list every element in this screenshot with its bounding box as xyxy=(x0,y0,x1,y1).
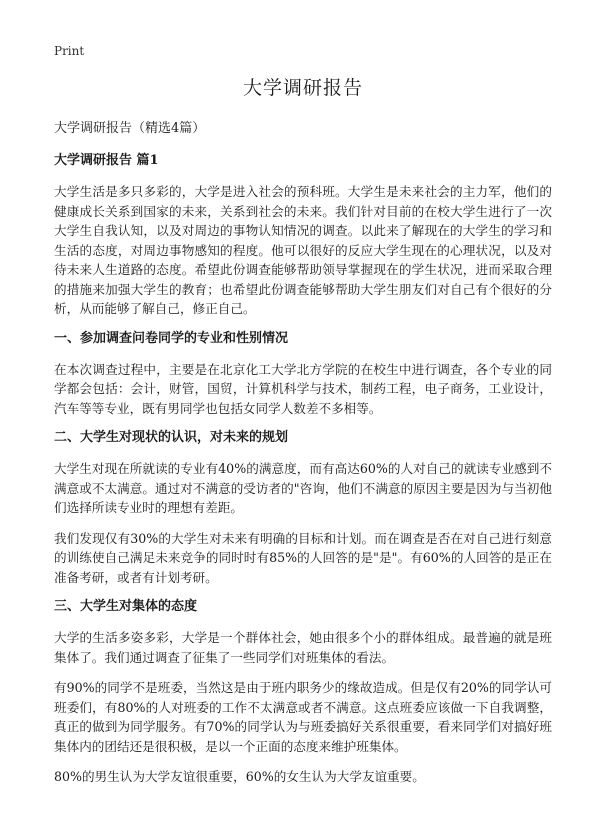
section3-paragraph-1: 大学的生活多姿多彩，大学是一个群体社会，她由很多个小的群体组成。最普遍的就是班集体了。我们通过调查了征集了一些同学们对班集体的看法。 xyxy=(54,630,552,665)
article-heading: 大学调研报告 篇1 xyxy=(54,153,159,168)
section2-heading: 二、大学生对现状的认识，对未来的规划 xyxy=(54,430,289,445)
section1-heading: 一、参加调查问卷同学的专业和性别情况 xyxy=(54,330,289,346)
section1-paragraph: 在本次调查过程中，主要是在北京化工大学北方学院的在校生中进行调查，各个专业的同学都会包括：会计，财管，国贸，计算机科学与技术，制药工程，电子商务，工业设计，汽车等等专业，既有男同学也包括女同学人数差不多相等。 xyxy=(54,361,552,416)
page-title: 大学调研报告 xyxy=(242,77,363,99)
section3-paragraph-3: 80%的男生认为大学友谊很重要，60%的女生认为大学友谊重要。 xyxy=(54,769,425,784)
section2-paragraph-2: 我们发现仅有30%的大学生对未来有明确的目标和计划。而在调查是否在对自己进行刻意的训练使自己满足未来竞争的同时时有85%的人回答的是"是"。有60%的人回答的是正在准备考研，或者有计划考研。 xyxy=(54,530,552,585)
document-subtitle: 大学调研报告（精选4篇） xyxy=(54,121,206,136)
section3-paragraph-2: 有90%的同学不是班委，当然这是由于班内职务少的缘故造成。但是仅有20%的同学认可班委们，有80%的人对班委的工作不太满意或者不满意。这点班委应该做一下自我调整，真正的做到为同学服务。有70%的同学认为与班委搞好关系很重要，看来同学们对搞好班集体内的团结还是很积极，是以一个正面的态度来维护班集体。 xyxy=(54,680,552,754)
print-link[interactable]: Print xyxy=(54,44,85,58)
section3-heading: 三、大学生对集体的态度 xyxy=(54,599,198,614)
intro-paragraph: 大学生活是多只多彩的，大学是进入社会的预科班。大学生是未来社会的主力军，他们的健康成长关系到国家的未来，关系到社会的未来。我们针对目前的在校大学生进行了一次大学生自我认知，以及对周边的事物认知情况的调查。以此来了解现在的大学生的学习和生活的态度，对周边事物感知的程度。他可以很好的反应大学生现在的心理状况，以及对待未来人生道路的态度。希望此份调查能够帮助领导掌握现在的学生状况，进而采取合理的措施来加强大学生的教育；也希望此份调查能够帮助大学生朋友们对自己有个很好的分析，从而能够了解自己，修正自己。 xyxy=(54,184,552,316)
section2-paragraph-1: 大学生对现在所就读的专业有40%的满意度，而有高达60%的人对自己的就读专业感到不满意或不太满意。通过对不满意的受访者的"咨询，他们不满意的原因主要是因为与当初他们选择所读专业时的理想有差距。 xyxy=(54,461,552,515)
